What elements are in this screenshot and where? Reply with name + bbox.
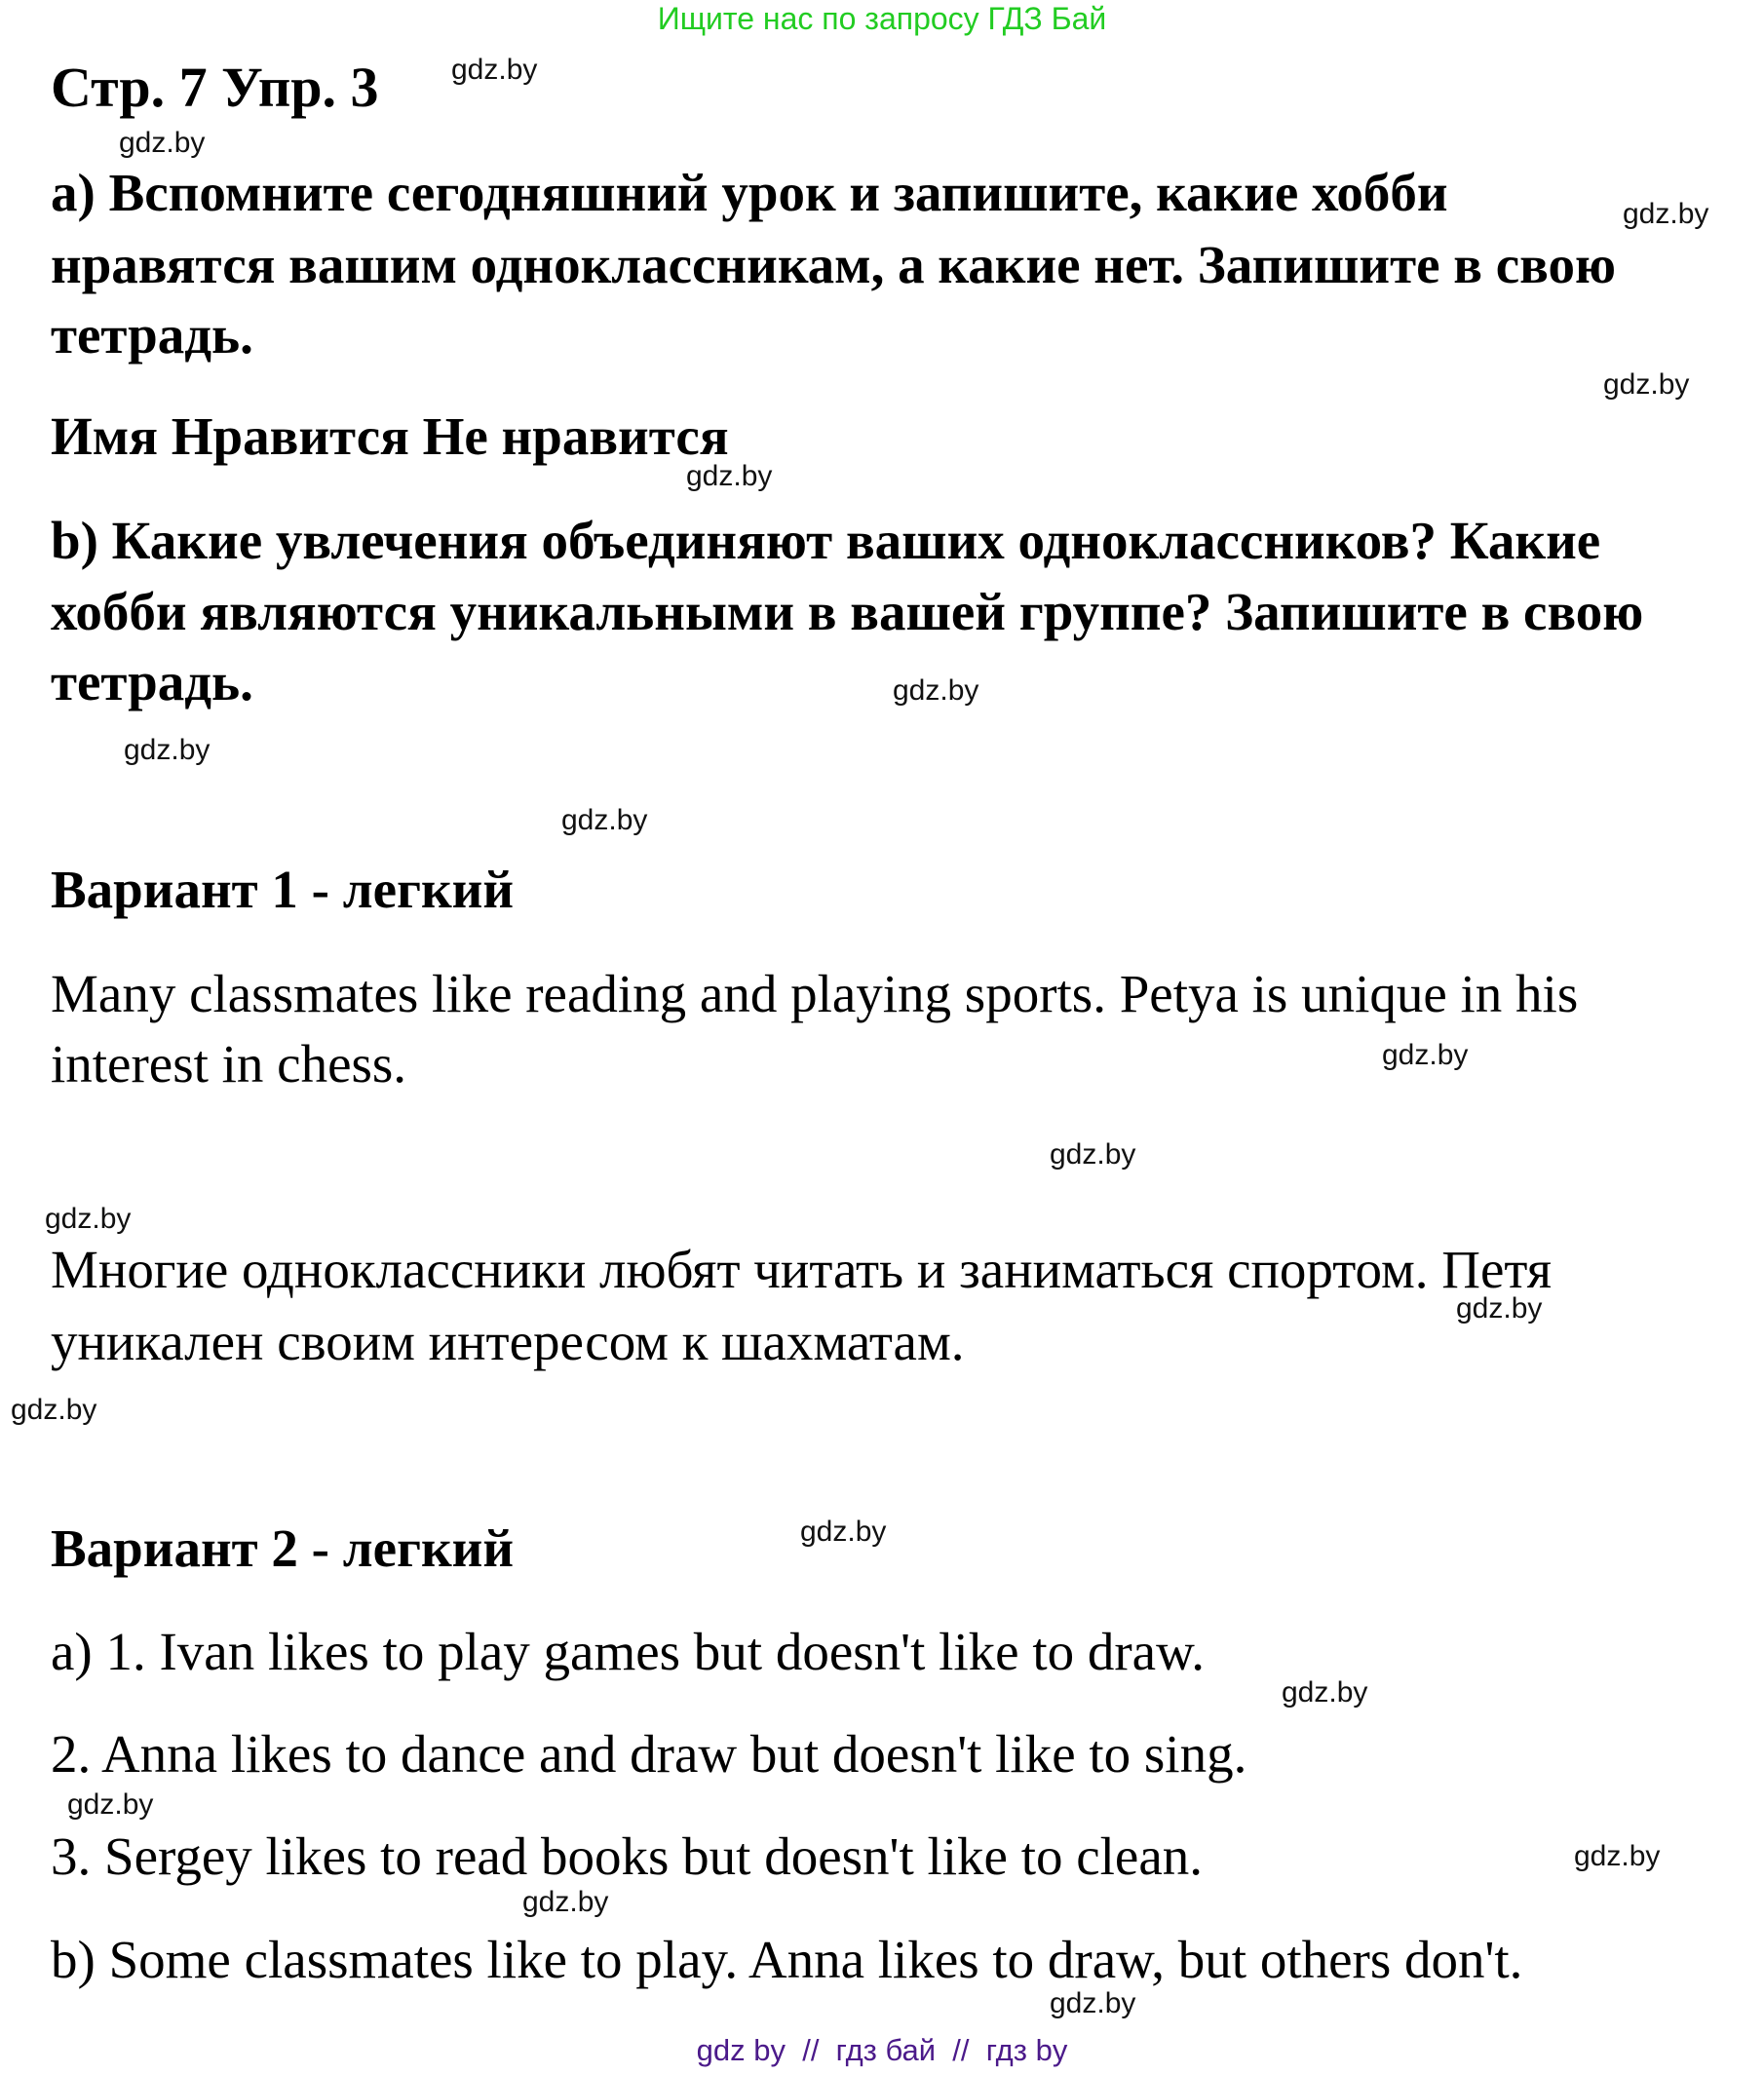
watermark: gdz.by bbox=[1050, 1138, 1136, 1171]
variant-2-answer-a3: 3. Sergey likes to read books but doesn't like to clean. bbox=[51, 1826, 1203, 1886]
variant-1-heading: Вариант 1 - легкий bbox=[51, 860, 515, 919]
watermark: gdz.by bbox=[800, 1516, 887, 1548]
variant-2-answer-b: b) Some classmates like to play. Anna likes to draw, but others don't. bbox=[51, 1930, 1523, 1989]
watermark: gdz.by bbox=[1282, 1676, 1368, 1709]
watermark: gdz.by bbox=[124, 734, 211, 766]
watermark: gdz.by bbox=[1382, 1039, 1469, 1071]
watermark: gdz.by bbox=[11, 1394, 97, 1426]
task-a-line-2: нравятся вашим одноклассникам, а какие нет. Запишите в свою bbox=[51, 235, 1616, 294]
watermark: gdz.by bbox=[451, 54, 538, 86]
page-title: Стр. 7 Упр. 3 bbox=[51, 56, 379, 119]
search-hint-banner[interactable]: Ищите нас по запросу ГДЗ Бай bbox=[657, 1, 1107, 36]
task-b-line-3: тетрадь. bbox=[51, 652, 253, 711]
variant-1-english-line-1: Many classmates like reading and playing sports. Petya is unique in his bbox=[51, 964, 1579, 1023]
watermark: gdz.by bbox=[522, 1886, 609, 1918]
watermark: gdz.by bbox=[561, 804, 648, 836]
footer-site-links[interactable]: gdz by // гдз бай // гдз by bbox=[696, 2033, 1068, 2067]
watermark: gdz.by bbox=[1050, 1987, 1136, 2019]
variant-1-russian-line-1: Многие одноклассники любят читать и заниматься спортом. Петя bbox=[51, 1240, 1552, 1299]
watermark: gdz.by bbox=[686, 460, 773, 492]
variant-1-russian-line-2: уникален своим интересом к шахматам. bbox=[51, 1312, 965, 1371]
variant-2-heading: Вариант 2 - легкий bbox=[51, 1518, 515, 1578]
task-b-line-2: хобби являются уникальными в вашей группе? Запишите в свою bbox=[51, 582, 1644, 641]
task-a-line-1: а) Вспомните сегодняшний урок и запишите, какие хобби bbox=[51, 163, 1448, 222]
watermark: gdz.by bbox=[67, 1788, 154, 1821]
watermark: gdz.by bbox=[1456, 1292, 1543, 1325]
watermark: gdz.by bbox=[893, 674, 979, 707]
watermark: gdz.by bbox=[1623, 198, 1709, 230]
watermark: gdz.by bbox=[45, 1203, 132, 1235]
watermark: gdz.by bbox=[1603, 368, 1690, 401]
task-a-line-3: тетрадь. bbox=[51, 305, 253, 365]
watermark: gdz.by bbox=[119, 127, 206, 159]
variant-1-english-line-2: interest in chess. bbox=[51, 1034, 407, 1094]
table-header-row: Имя Нравится Не нравится bbox=[51, 406, 729, 466]
variant-2-answer-a2: 2. Anna likes to dance and draw but doesn't like to sing. bbox=[51, 1724, 1247, 1784]
variant-2-answer-a1: а) 1. Ivan likes to play games but doesn't like to draw. bbox=[51, 1622, 1205, 1681]
task-b-line-1: b) Какие увлечения объединяют ваших одноклассников? Какие bbox=[51, 511, 1601, 570]
watermark: gdz.by bbox=[1574, 1840, 1661, 1872]
